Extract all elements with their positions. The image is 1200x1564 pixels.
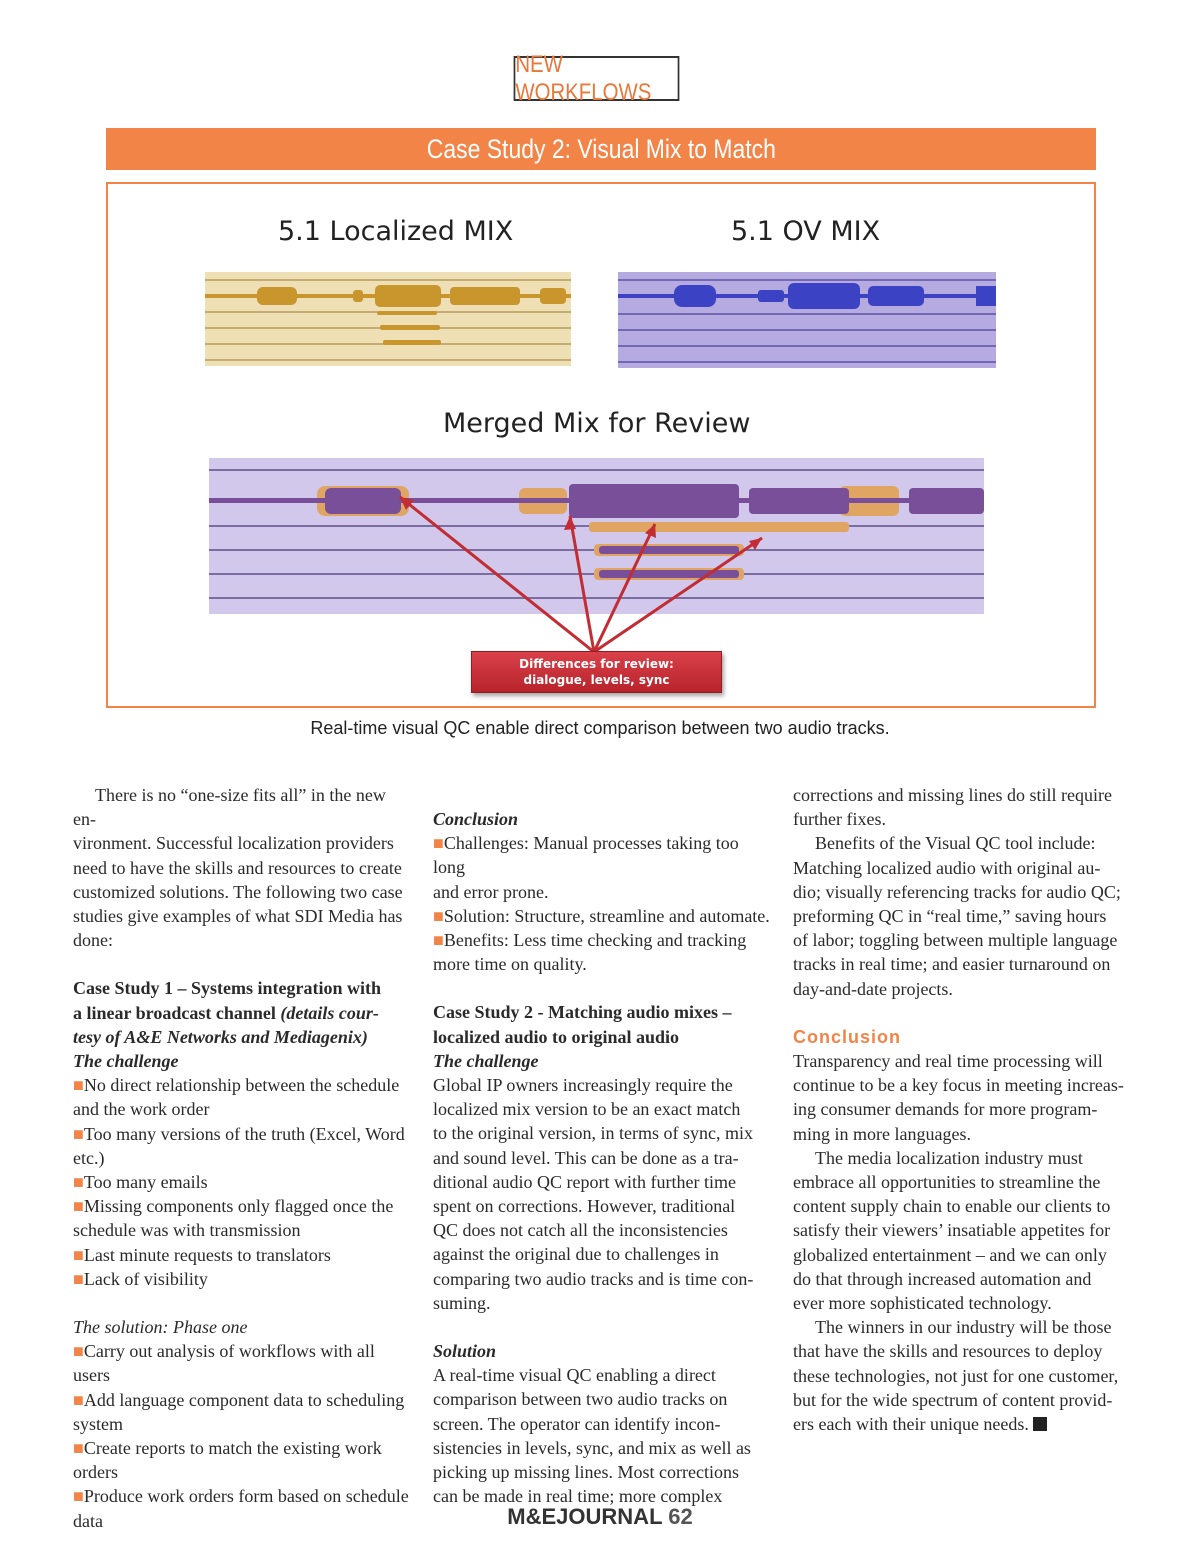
case-study-1-heading: Case Study 1 – Systems integration with [73,978,382,999]
bullet-square-icon: ■ [73,1075,84,1096]
solution-heading: Solution [433,1341,497,1362]
bullet-square-icon: ■ [73,1486,84,1507]
bullet-item [433,904,773,928]
body-line: tracks in real time; and easier turnaround on [793,954,1111,975]
body-line: screen. The operator can identify incon- [433,1413,721,1434]
bullet-item [73,1073,413,1097]
figure-caption: Real-time visual QC enable direct comparison between two audio tracks. [310,718,890,738]
bullet-cont: schedule was with transmission [73,1220,301,1241]
end-mark-icon [1033,1417,1047,1431]
body-line: sistencies in levels, sync, and mix as well as [433,1437,751,1458]
bullet-text: Create reports to match the existing work [83,1438,382,1459]
body-line: satisfy their viewers’ insatiable appetites for [793,1220,1111,1241]
bullet-text: Last minute requests to translators [83,1244,331,1265]
bullet-cont: and the work order [73,1099,210,1120]
body-line: day-and-date projects. [793,978,953,999]
intro-line: vironment. Successful localization providers [73,833,394,854]
body-line: but for the wide spectrum of content provid- [793,1389,1113,1410]
body-line: dio; visually referencing tracks for audio QC; [793,881,1121,902]
bullet-cont: system [73,1413,124,1434]
body-line: preforming QC in “real time,” saving hours [793,906,1107,927]
merged-mix-title: Merged Mix for Review [443,408,751,439]
body-line: The winners in our industry will be those [815,1317,1112,1338]
body-line: Benefits of the Visual QC tool include: [815,833,1096,854]
bullet-item [73,1170,413,1194]
case-study-1-heading-cont: a linear broadcast channel [73,1002,276,1023]
body-line: ditional audio QC report with further time [433,1171,736,1192]
bullet-item [73,1243,413,1267]
body-line: QC does not catch all the inconsistencies [433,1220,728,1241]
body-line: these technologies, not just for one customer, [793,1365,1119,1386]
body-line: The media localization industry must [815,1147,1083,1168]
body-line: content supply chain to enable our clients to [793,1196,1111,1217]
bullet-square-icon: ■ [433,930,444,951]
bullet-item [73,1388,413,1412]
bullet-square-icon: ■ [73,1244,84,1265]
bullet-cont: orders [73,1462,118,1483]
body-line: ing consumer demands for more program- [793,1099,1098,1120]
body-line: picking up missing lines. Most corrections [433,1462,739,1483]
conclusion-heading: Conclusion [793,1026,901,1047]
case-study-1-credit: (details cour- [280,1002,379,1023]
intro-line: done: [73,930,113,951]
bullet-item [73,1436,413,1460]
case-study-1-credit-cont: tesy of A&E Networks and Mediagenix) [73,1026,368,1047]
body-line: ming in more languages. [793,1123,971,1144]
body-line: Global IP owners increasingly require the [433,1075,733,1096]
bullet-item [433,928,773,952]
body-line: corrections and missing lines do still require [793,785,1112,805]
body-text: ers each with their unique needs. [793,1414,1029,1435]
bullet-text: Carry out analysis of workflows with all users [73,1341,375,1386]
bullet-cont: more time on quality. [433,954,587,975]
journal-name: M&EJOURNAL [507,1504,663,1529]
bullet-square-icon: ■ [433,905,444,926]
body-line: against the original due to challenges in [433,1244,719,1265]
case-study-title: Case Study 2: Visual Mix to Match [426,133,776,164]
body-line: comparing two audio tracks and is time con- [433,1268,754,1289]
body-line: of labor; toggling between multiple language [793,930,1118,951]
intro-line: studies give examples of what SDI Media has [73,906,403,927]
body-line: globalized entertainment – and we can only [793,1244,1107,1265]
bullet-text: Missing components only flagged once the [83,1196,394,1217]
challenge-heading: The challenge [73,1051,179,1072]
column-2 [433,807,773,1508]
bullet-item [73,1122,413,1146]
column-1 [73,783,413,1533]
body-line: A real-time visual QC enabling a direct [433,1365,716,1386]
localized-mix-title: 5.1 Localized MIX [278,216,514,247]
body-line: suming. [433,1292,491,1313]
bullet-text: Benefits: Less time checking and tracking [443,930,747,951]
callout-line-1: Differences for review: [519,657,674,671]
intro-line: There is no “one-size fits all” in the new en- [73,785,386,830]
page-footer [0,1504,1200,1530]
body-line: do that through increased automation and [793,1268,1092,1289]
body-line: Transparency and real time processing will [793,1051,1103,1072]
bullet-text: Lack of visibility [83,1268,208,1289]
section-label: NEW WORKFLOWS [515,50,652,106]
body-line: spent on corrections. However, traditional [433,1196,736,1217]
bullet-text: Produce work orders form based on schedule [83,1486,409,1507]
case-study-2-heading: Case Study 2 - Matching audio mixes – [433,1002,732,1023]
bullet-square-icon: ■ [433,833,444,854]
bullet-text: Solution: Structure, streamline and automate. [443,905,770,926]
bullet-square-icon: ■ [73,1172,84,1193]
bullet-text: Add language component data to scheduling [83,1389,405,1410]
challenge-heading: The challenge [433,1050,539,1071]
body-line: embrace all opportunities to streamline the [793,1172,1101,1193]
body-line: can be made in real time; more complex [433,1486,723,1507]
intro-line: customized solutions. The following two case [73,881,403,902]
bullet-cont: data [73,1510,103,1531]
bullet-cont: etc.) [73,1147,105,1168]
bullet-square-icon: ■ [73,1389,84,1410]
column-3 [793,783,1138,1436]
case-study-1-heading-line [73,1001,413,1025]
bullet-square-icon: ■ [73,1123,84,1144]
body-line: that have the skills and resources to deploy [793,1341,1103,1362]
bullet-square-icon: ■ [73,1438,84,1459]
case-study-2-heading-cont: localized audio to original audio [433,1026,680,1047]
bullet-text: Too many emails [83,1172,208,1193]
bullet-square-icon: ■ [73,1268,84,1289]
bullet-cont: and error prone. [433,881,549,902]
bullet-item [433,831,773,879]
bullet-item [73,1339,413,1387]
intro-line: need to have the skills and resources to create [73,857,402,878]
solution-heading: The solution: Phase one [73,1317,248,1338]
bullet-square-icon: ■ [73,1196,84,1217]
bullet-text: No direct relationship between the schedule [83,1075,400,1096]
body-line: further fixes. [793,809,886,830]
body-line: comparison between two audio tracks on [433,1389,728,1410]
body-line: and sound level. This can be done as a tra- [433,1147,739,1168]
body-line: Matching localized audio with original au- [793,857,1101,878]
differences-callout [471,651,722,693]
ov-mix-title: 5.1 OV MIX [731,216,881,247]
body-line: ever more sophisticated technology. [793,1293,1052,1314]
bullet-text: Too many versions of the truth (Excel, Word [83,1123,405,1144]
bullet-item [73,1194,413,1218]
bullet-item [73,1267,413,1291]
callout-line-2: dialogue, levels, sync [523,673,670,687]
bullet-text: Challenges: Manual processes taking too long [433,833,739,878]
body-line: localized mix version to be an exact match [433,1099,741,1120]
page-number: 62 [668,1504,693,1529]
body-line: continue to be a key focus in meeting increas- [793,1075,1124,1096]
body-line-end [793,1412,1138,1436]
bullet-square-icon: ■ [73,1341,84,1362]
conclusion-heading: Conclusion [433,809,519,829]
body-line: to the original version, in terms of sync, mix [433,1123,753,1144]
